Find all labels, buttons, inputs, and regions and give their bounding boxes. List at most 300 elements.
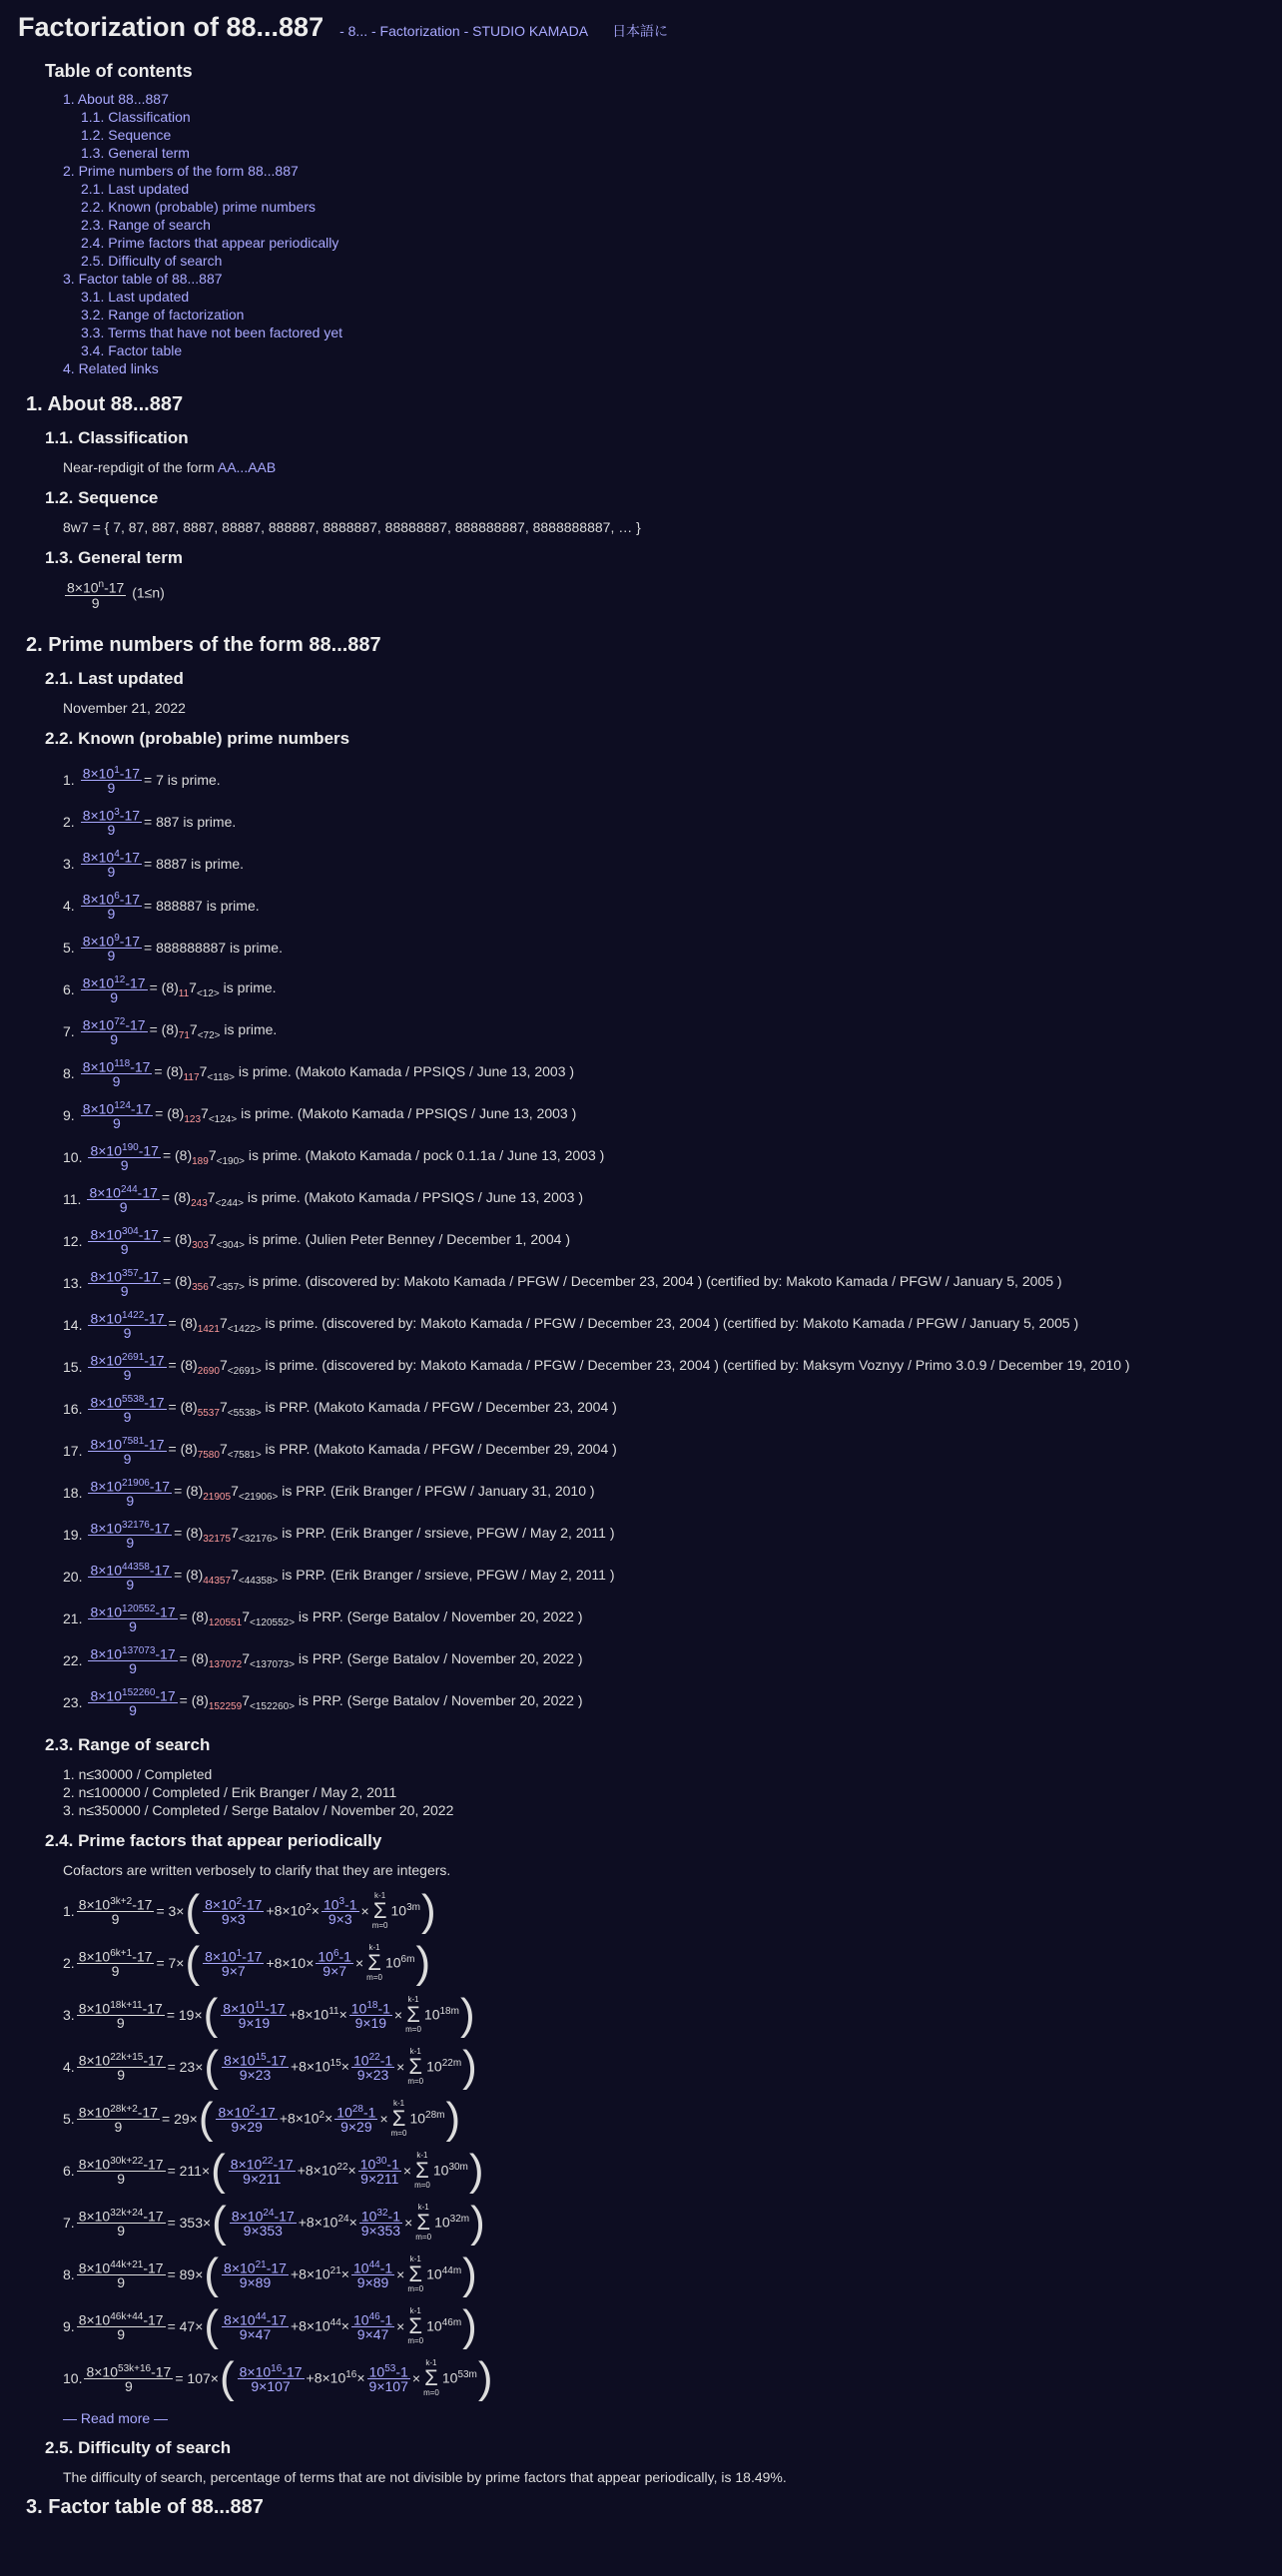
exponent: 357: [122, 1267, 139, 1279]
repeat-count: 2690: [197, 1365, 220, 1377]
denominator: 9: [112, 1073, 121, 1090]
toc-sublink[interactable]: 1.1. Classification: [81, 109, 191, 125]
range-item: 2. n≤100000 / Completed / Erik Branger / May 2, 2011: [63, 1783, 397, 1800]
prime-item: [63, 1304, 1282, 1346]
last-updated-date: November 21, 2022: [63, 699, 186, 716]
toc-sublink[interactable]: 2.3. Range of search: [81, 217, 211, 233]
prime-value: = $(8)_{1421}7_{<1422>}$ is prime. (discovered by: Makoto Kamada / PFGW / December 23, 2004 ) (certified by: Makoto Kamada / PFGW / January 5, 2005 ): [168, 1314, 1079, 1335]
prime-index: 23.: [63, 1693, 83, 1710]
numerator: $8\times 10^{22k+15}-17$: [78, 2051, 164, 2069]
sigma-symbol: Σ: [408, 2053, 423, 2079]
prime-item: [63, 927, 1282, 968]
denominator: 9×89: [239, 2274, 272, 2291]
numerator: $8\times 10^{12}-17$: [82, 973, 146, 991]
exponent: 1: [114, 764, 120, 776]
prime-item: [63, 1472, 1282, 1514]
prime-value: = 8887 is prime.: [144, 855, 245, 872]
toc-link[interactable]: 2. Prime numbers of the form 88...887: [63, 163, 299, 179]
fraction[interactable]: [88, 1393, 166, 1425]
repeat-count: 356: [192, 1281, 209, 1293]
right-paren: ): [462, 2041, 477, 2091]
toc-sublist: [81, 288, 1282, 359]
classification-heading: 1.1. Classification: [45, 428, 189, 447]
periodic-factors-list: [63, 1885, 1282, 2404]
prime-value: = $(8)_{32175}7_{<32176>}$ is PRP. (Erik Branger / srsieve, PFGW / May 2, 2011 ): [174, 1524, 615, 1545]
periodic-item: 5. $\frac{8\times 10^{28k+2}-17}{9}$ = 29× ( $\frac{8\times 10^2-17}{9\times 29}$ $+8\times 10^2\times$ $\frac{10^{28}-1}{9\times 29}$ × k-1 Σ m=0 $10^{28m}$ ): [63, 2093, 461, 2143]
exponent: 44: [368, 2258, 380, 2270]
fraction[interactable]: [88, 1603, 177, 1634]
periodic-index: 5.: [63, 2110, 75, 2127]
numerator: $8\times 10^1-17$: [82, 764, 141, 782]
toc-link[interactable]: 1. About 88...887: [63, 91, 169, 107]
denominator: 9×29: [340, 2119, 372, 2136]
table-of-contents: [63, 90, 1282, 377]
exponent: 30: [375, 2155, 387, 2167]
right-paren: ): [477, 2352, 493, 2402]
sigma-symbol: Σ: [408, 2260, 423, 2286]
toc-subitem: [81, 216, 1282, 234]
digit-count: <152260>: [249, 1700, 296, 1712]
periodic-note: Cofactors are written verbosely to clarify that they are integers.: [63, 1861, 451, 1878]
prime-value: = $(8)_{243}7_{<244>}$ is prime. (Makoto Kamada / PPSIQS / June 13, 2003 ): [161, 1188, 583, 1209]
middle-term: $+8\times 10^2\times$: [279, 2110, 333, 2127]
exponent: 2: [236, 1895, 243, 1907]
left-paren: (: [219, 2352, 235, 2402]
exponent: 2: [319, 2110, 325, 2122]
range-of-search-heading: 2.3. Range of search: [45, 1734, 211, 1754]
sigma-symbol: Σ: [415, 2157, 429, 2183]
denominator: 9: [107, 864, 116, 881]
prime-item: [63, 759, 1282, 801]
known-primes-list: [63, 759, 1282, 1723]
general-term-formula: [63, 578, 1282, 610]
prime-index: 7.: [63, 1022, 75, 1039]
fraction[interactable]: [88, 1561, 172, 1593]
middle-term: $+8\times 10^{44}\times$: [290, 2317, 349, 2334]
fraction[interactable]: [367, 2362, 410, 2394]
sigma-icon: [407, 2254, 423, 2294]
fraction[interactable]: [230, 2207, 297, 2239]
denominator: 9: [111, 1963, 120, 1980]
numerator: $8\times 10^{44k+21}-17$: [78, 2258, 164, 2276]
denominator: 9: [126, 1535, 135, 1552]
exponent: 1422: [122, 1309, 145, 1321]
numerator: $8\times 10^{24}-17$: [231, 2207, 295, 2225]
numerator: $8\times 10^1-17$: [205, 1947, 263, 1965]
range-item: 1. n≤30000 / Completed: [63, 1765, 213, 1782]
fraction[interactable]: [81, 848, 142, 880]
breadcrumb-link-studio-kamada[interactable]: - STUDIO KAMADA: [463, 23, 589, 39]
prime-item: [63, 1514, 1282, 1556]
numerator: $8\times 10^{44}-17$: [224, 2310, 287, 2328]
fraction: [77, 2155, 166, 2187]
toc-sublink[interactable]: 3.2. Range of factorization: [81, 307, 245, 322]
exponent: 2: [306, 1902, 312, 1914]
exponent: 15: [255, 2051, 267, 2063]
fraction[interactable]: [88, 1644, 177, 1676]
classification-text: [63, 458, 1282, 476]
fraction[interactable]: [238, 2362, 305, 2394]
exponent: 22: [368, 2051, 380, 2063]
exponent: 2691: [122, 1351, 145, 1363]
fraction[interactable]: [81, 764, 142, 796]
prime-value: = $(8)_{117}7_{<118>}$ is prime. (Makoto Kamada / PPSIQS / June 13, 2003 ): [154, 1062, 575, 1083]
exponent: 44m: [441, 2265, 462, 2277]
prime-item: [63, 1262, 1282, 1304]
toc-subitem: [81, 288, 1282, 306]
fraction[interactable]: [88, 1477, 172, 1509]
numerator: $8\times 10^{124}-17$: [82, 1099, 152, 1117]
fraction[interactable]: [88, 1435, 166, 1467]
right-paren: ): [468, 2145, 484, 2195]
exponent: 32176: [122, 1519, 150, 1531]
fraction[interactable]: [216, 2103, 277, 2135]
left-paren: (: [204, 2249, 220, 2298]
denominator: 9×353: [360, 2223, 401, 2240]
denominator: 9×19: [238, 2015, 271, 2032]
middle-term: $+8\times 10^{11}\times$: [289, 2006, 347, 2023]
denominator: 9: [129, 1702, 137, 1719]
fraction[interactable]: [334, 2103, 377, 2135]
repeat-count: 120551: [208, 1616, 243, 1628]
middle-term: $+8\times 10^{24}\times$: [298, 2214, 357, 2231]
toc-sublink[interactable]: 3.3. Terms that have not been factored yet: [81, 324, 343, 340]
prime-index: 18.: [63, 1484, 83, 1501]
denominator: 9: [117, 2223, 126, 2240]
fraction[interactable]: [222, 2258, 289, 2290]
numerator: $8\times 10^{72}-17$: [82, 1015, 146, 1033]
denominator: 9: [129, 1618, 137, 1635]
fraction[interactable]: [88, 1267, 160, 1299]
exponent: 9: [114, 932, 120, 944]
middle-term: $+8\times 10^{22}\times$: [297, 2162, 356, 2179]
fraction[interactable]: [229, 2155, 296, 2187]
fraction: [77, 1999, 165, 2031]
denominator: 9×7: [322, 1963, 347, 1980]
fraction[interactable]: [88, 1351, 166, 1383]
exponent: 3k+2: [110, 1895, 133, 1907]
fraction[interactable]: [203, 1947, 264, 1979]
prime-index: 21.: [63, 1610, 83, 1626]
numerator: $8\times 10^3-17$: [82, 806, 141, 824]
power-term: $10^{28m}$: [409, 2110, 445, 2127]
repeat-count: 117: [183, 1071, 200, 1083]
denominator: 9×89: [356, 2274, 389, 2291]
exponent: 28k+2: [110, 2103, 138, 2115]
periodic-factors-heading: 2.4. Prime factors that appear periodically: [45, 1830, 382, 1850]
periodic-item: 9. $\frac{8\times 10^{46k+44}-17}{9}$ = 47× ( $\frac{8\times 10^{44}-17}{9\times 47}$ $+8\times 10^{44}\times$ $\frac{10^{46}-1}{9\times 47}$ × k-1 Σ m=0 $10^{46m}$ ): [63, 2300, 477, 2350]
fraction[interactable]: [81, 890, 142, 922]
fraction[interactable]: [358, 2155, 401, 2187]
toc-sublink[interactable]: 2.4. Prime factors that appear periodically: [81, 235, 339, 251]
digit-count: <72>: [197, 1029, 221, 1041]
fraction[interactable]: [81, 806, 142, 838]
periodic-item: 10. $\frac{8\times 10^{53k+16}-17}{9}$ = 107× ( $\frac{8\times 10^{16}-17}{9\times 107}$ $+8\times 10^{16}\times$ $\frac{10^{53}-1}{9\times 107}$ × k-1 Σ m=0 $10^{53m}$ ): [63, 2352, 493, 2402]
fraction[interactable]: [88, 1309, 166, 1341]
exponent: 24: [263, 2207, 275, 2219]
numerator: $8\times 10^{137073}-17$: [90, 1644, 176, 1662]
fraction[interactable]: [81, 1099, 153, 1131]
repeat-count: 189: [192, 1155, 209, 1167]
fraction[interactable]: [349, 1999, 392, 2031]
prime-value: = $(8)_{137072}7_{<137073>}$ is PRP. (Serge Batalov / November 20, 2022 ): [179, 1649, 583, 1670]
periodic-index: 10.: [63, 2369, 83, 2386]
prime-item: [63, 801, 1282, 843]
exponent: 190: [122, 1141, 139, 1153]
prime-index: 15.: [63, 1358, 83, 1375]
digit-count: <244>: [215, 1197, 244, 1209]
toc-sublink[interactable]: 2.1. Last updated: [81, 181, 190, 197]
exponent: 18: [366, 1999, 378, 2011]
repeat-count: 152259: [208, 1700, 243, 1712]
prime-value: = $(8)_{11}7_{<12>}$ is prime.: [149, 978, 277, 999]
denominator: 9×107: [368, 2378, 408, 2395]
denominator: 9×3: [221, 1911, 246, 1928]
toc-sublink[interactable]: 1.3. General term: [81, 145, 190, 161]
fraction[interactable]: [359, 2207, 402, 2239]
sigma-icon: [407, 2306, 423, 2346]
denominator: 9: [107, 780, 116, 797]
numerator: $10^{32}-1$: [360, 2207, 400, 2225]
fraction[interactable]: [81, 1015, 148, 1047]
prime-index: 9.: [63, 1106, 75, 1123]
numerator: $8\times 10^{53k+16}-17$: [86, 2362, 172, 2380]
periodic-item: 6. $\frac{8\times 10^{30k+22}-17}{9}$ = 211× ( $\frac{8\times 10^{22}-17}{9\times 211}$ $+8\times 10^{22}\times$ $\frac{10^{30}-1}{9\times 211}$ × k-1 Σ m=0 $10^{30m}$ ): [63, 2145, 484, 2195]
fraction[interactable]: [81, 1057, 153, 1089]
japanese-language-link[interactable]: 日本語に: [612, 23, 669, 39]
exponent: 3: [114, 806, 120, 818]
left-paren: (: [198, 2093, 214, 2143]
exponent: 18m: [439, 2006, 459, 2018]
numerator: $8\times 10^{6k+1}-17$: [78, 1947, 153, 1965]
fraction: [77, 2258, 166, 2290]
digit-count: <357>: [216, 1281, 245, 1293]
fraction[interactable]: [316, 1947, 353, 1979]
denominator: 9: [119, 1199, 128, 1216]
prime-value: = $(8)_{152259}7_{<152260>}$ is PRP. (Serge Batalov / November 20, 2022 ): [179, 1691, 583, 1712]
fraction[interactable]: [81, 932, 142, 964]
numerator: $8\times 10^{22}-17$: [230, 2155, 294, 2173]
power-term: $10^{44m}$: [426, 2265, 462, 2282]
denominator: 9: [107, 822, 116, 839]
prime-index: 14.: [63, 1316, 83, 1333]
numerator: $8\times 10^{152260}-17$: [90, 1686, 176, 1704]
exponent: 244: [120, 1183, 138, 1195]
fraction[interactable]: [88, 1141, 160, 1173]
prime-item: [63, 1136, 1282, 1178]
prime-item: [63, 1388, 1282, 1430]
sigma-icon: [407, 2047, 423, 2087]
prime-item: [63, 1052, 1282, 1094]
repeat-count: 11: [178, 987, 190, 999]
sum-upper: k-1: [409, 2254, 421, 2263]
periodic-index: 9.: [63, 2317, 75, 2334]
digit-count: <124>: [208, 1113, 238, 1125]
denominator: 9: [113, 1115, 121, 1132]
difficulty-heading: 2.5. Difficulty of search: [45, 2437, 232, 2457]
prime-value: = $(8)_{189}7_{<190>}$ is prime. (Makoto Kamada / pock 0.1.1a / June 13, 2003 ): [162, 1146, 605, 1167]
fraction[interactable]: [88, 1686, 177, 1718]
numerator: $8\times 10^{18k+11}-17$: [78, 1999, 163, 2017]
left-paren: (: [203, 1989, 219, 2039]
repeat-count: 21905: [203, 1491, 232, 1503]
digit-count: <32176>: [238, 1533, 279, 1545]
range-item: 3. n≤350000 / Completed / Serge Batalov / November 20, 2022: [63, 1801, 454, 1818]
prime-value: = $(8)_{7580}7_{<7581>}$ is PRP. (Makoto Kamada / PFGW / December 29, 2004 ): [168, 1440, 617, 1461]
power-term: $10^{18m}$: [423, 2006, 459, 2023]
toc-link[interactable]: 3. Factor table of 88...887: [63, 271, 223, 287]
toc-sublink[interactable]: 3.1. Last updated: [81, 289, 190, 305]
toc-sublink[interactable]: 2.2. Known (probable) prime numbers: [81, 199, 317, 215]
fraction[interactable]: [87, 1183, 159, 1215]
general-term-condition: (1≤n): [132, 584, 165, 601]
breadcrumb-link-factorization[interactable]: - Factorization: [371, 23, 460, 39]
repeat-count: 32175: [203, 1533, 232, 1545]
digit-count: <12>: [196, 987, 220, 999]
general-term-numerator: [65, 578, 126, 596]
fraction: [77, 2103, 160, 2135]
numerator: $8\times 10^2-17$: [205, 1895, 263, 1913]
exponent: 46m: [441, 2317, 462, 2329]
repeat-count: 44357: [203, 1575, 232, 1587]
periodic-item: 1. $\frac{8\times 10^{3k+2}-17}{9}$ = 3× ( $\frac{8\times 10^2-17}{9\times 3}$ $+8\times 10^2\times$ $\frac{10^3-1}{9\times 3}$ × k-1 Σ m=0 $10^{3m}$ ): [63, 1885, 436, 1935]
prime-item: [63, 843, 1282, 885]
exponent: 28m: [425, 2110, 445, 2122]
sum-lower: m=0: [371, 1920, 388, 1930]
toc-subitem: [81, 126, 1282, 144]
exponent: 2: [250, 2103, 256, 2115]
denominator: 9×107: [251, 2378, 291, 2395]
sum-lower: m=0: [414, 2180, 430, 2190]
denominator: 9: [117, 2274, 126, 2291]
numerator: $8\times 10^4-17$: [82, 848, 141, 866]
prime-item: [63, 1598, 1282, 1639]
sum-upper: k-1: [425, 2357, 437, 2367]
general-term-fraction: [65, 578, 126, 610]
digit-count: <21906>: [238, 1491, 279, 1503]
exponent: 44k+21: [110, 2258, 144, 2270]
right-paren: ): [462, 2249, 477, 2298]
read-more-link[interactable]: — Read more —: [63, 2409, 169, 2426]
fraction[interactable]: [222, 2310, 289, 2342]
digit-count: <190>: [216, 1155, 245, 1167]
exponent: 24: [337, 2214, 349, 2226]
numerator: $8\times 10^{2691}-17$: [90, 1351, 165, 1369]
sigma-icon: [415, 2203, 431, 2243]
power-term: $10^{46m}$: [426, 2317, 462, 2334]
prime-index: 3.: [63, 855, 75, 872]
periodic-index: 2.: [63, 1954, 75, 1971]
breadcrumb-link-8[interactable]: - 8...: [339, 23, 368, 39]
exponent: 304: [122, 1225, 139, 1237]
power-term: $10^{53m}$: [441, 2369, 477, 2386]
denominator: 9: [120, 1241, 129, 1258]
sigma-symbol: Σ: [367, 1949, 381, 1975]
toc-sublink[interactable]: 1.2. Sequence: [81, 127, 172, 143]
toc-subitem: [81, 323, 1282, 341]
fraction[interactable]: [221, 1999, 287, 2031]
fraction[interactable]: [203, 1895, 264, 1927]
denominator: 9: [120, 1283, 129, 1300]
toc-sublink[interactable]: 2.5. Difficulty of search: [81, 253, 223, 269]
fraction[interactable]: [88, 1519, 172, 1551]
sum-lower: m=0: [405, 2024, 421, 2034]
fraction[interactable]: [351, 2310, 394, 2342]
fraction[interactable]: [222, 2051, 289, 2083]
prime-index: 13.: [63, 1274, 83, 1291]
sum-upper: k-1: [416, 2150, 428, 2160]
exponent: 152260: [122, 1686, 156, 1698]
numerator: $8\times 10^{5538}-17$: [90, 1393, 165, 1411]
classification-link[interactable]: AA...AAB: [217, 459, 277, 475]
sum-lower: m=0: [407, 2076, 424, 2086]
left-paren: (: [204, 2041, 220, 2091]
sum-upper: k-1: [368, 1942, 380, 1952]
toc-item: [63, 359, 1282, 377]
numerator: $8\times 10^{21906}-17$: [90, 1477, 171, 1495]
repeat-count: 1421: [197, 1323, 220, 1335]
denominator: 9×23: [356, 2067, 389, 2084]
middle-term: $+8\times 10^{15}\times$: [290, 2058, 349, 2075]
section-factor-table-heading: 3. Factor table of 88...887: [26, 2495, 264, 2518]
exponent: 16: [345, 2369, 357, 2381]
numerator: $10^{53}-1$: [368, 2362, 408, 2380]
exponent: 53m: [457, 2369, 477, 2381]
fraction[interactable]: [81, 973, 148, 1005]
sum-upper: k-1: [409, 2305, 421, 2315]
periodic-item: 7. $\frac{8\times 10^{32k+24}-17}{9}$ = 353× ( $\frac{8\times 10^{24}-17}{9\times 353}$ $+8\times 10^{24}\times$ $\frac{10^{32}-1}{9\times 353}$ × k-1 Σ m=0 $10^{32m}$ ): [63, 2197, 485, 2247]
general-tail: -17: [104, 579, 125, 596]
denominator: 9: [114, 2119, 123, 2136]
denominator: 9×353: [243, 2223, 283, 2240]
toc-sublink[interactable]: 3.4. Factor table: [81, 342, 183, 358]
exponent: 124: [114, 1099, 131, 1111]
fraction[interactable]: [351, 2051, 394, 2083]
toc-link[interactable]: 4. Related links: [63, 360, 159, 376]
fraction[interactable]: [321, 1895, 359, 1927]
numerator: $8\times 10^{28k+2}-17$: [78, 2103, 158, 2121]
numerator: $8\times 10^{7581}-17$: [90, 1435, 165, 1453]
exponent: 6: [332, 1947, 339, 1959]
exponent: 32k+24: [110, 2207, 144, 2219]
numerator: $8\times 10^{32k+24}-17$: [78, 2207, 164, 2225]
exponent: 118: [114, 1057, 131, 1069]
prime-value: = $(8)_{2690}7_{<2691>}$ is prime. (discovered by: Makoto Kamada / PFGW / December 23, 2004 ) (certified by: Maksym Voznyy / Primo 3.0.9 / December 19, 2010 ): [168, 1356, 1130, 1377]
fraction[interactable]: [88, 1225, 160, 1257]
classification-label: Near-repdigit of the form: [63, 459, 218, 475]
denominator: 9: [116, 2015, 125, 2032]
sigma-icon: [414, 2151, 430, 2191]
numerator: $8\times 10^9-17$: [82, 932, 141, 950]
fraction: [77, 2207, 166, 2239]
denominator: 9×211: [360, 2171, 399, 2188]
prime-value: = $(8)_{123}7_{<124>}$ is prime. (Makoto Kamada / PPSIQS / June 13, 2003 ): [155, 1104, 577, 1125]
numerator: $8\times 10^{46k+44}-17$: [78, 2310, 164, 2328]
exponent: 53k+16: [118, 2362, 152, 2374]
toc-subitem: [81, 144, 1282, 162]
fraction[interactable]: [351, 2258, 394, 2290]
prime-value: = $(8)_{5537}7_{<5538>}$ is PRP. (Makoto Kamada / PFGW / December 23, 2004 ): [168, 1398, 617, 1419]
exponent: 28: [351, 2103, 363, 2115]
denominator: 9: [123, 1325, 132, 1342]
toc-item: [63, 270, 1282, 359]
exponent: 137073: [122, 1644, 156, 1656]
prime-value: = 7 is prime.: [144, 771, 221, 788]
toc-subitem: [81, 108, 1282, 126]
sigma-symbol: Σ: [416, 2209, 430, 2235]
exponent: 22m: [441, 2058, 462, 2070]
sigma-icon: [423, 2358, 439, 2398]
